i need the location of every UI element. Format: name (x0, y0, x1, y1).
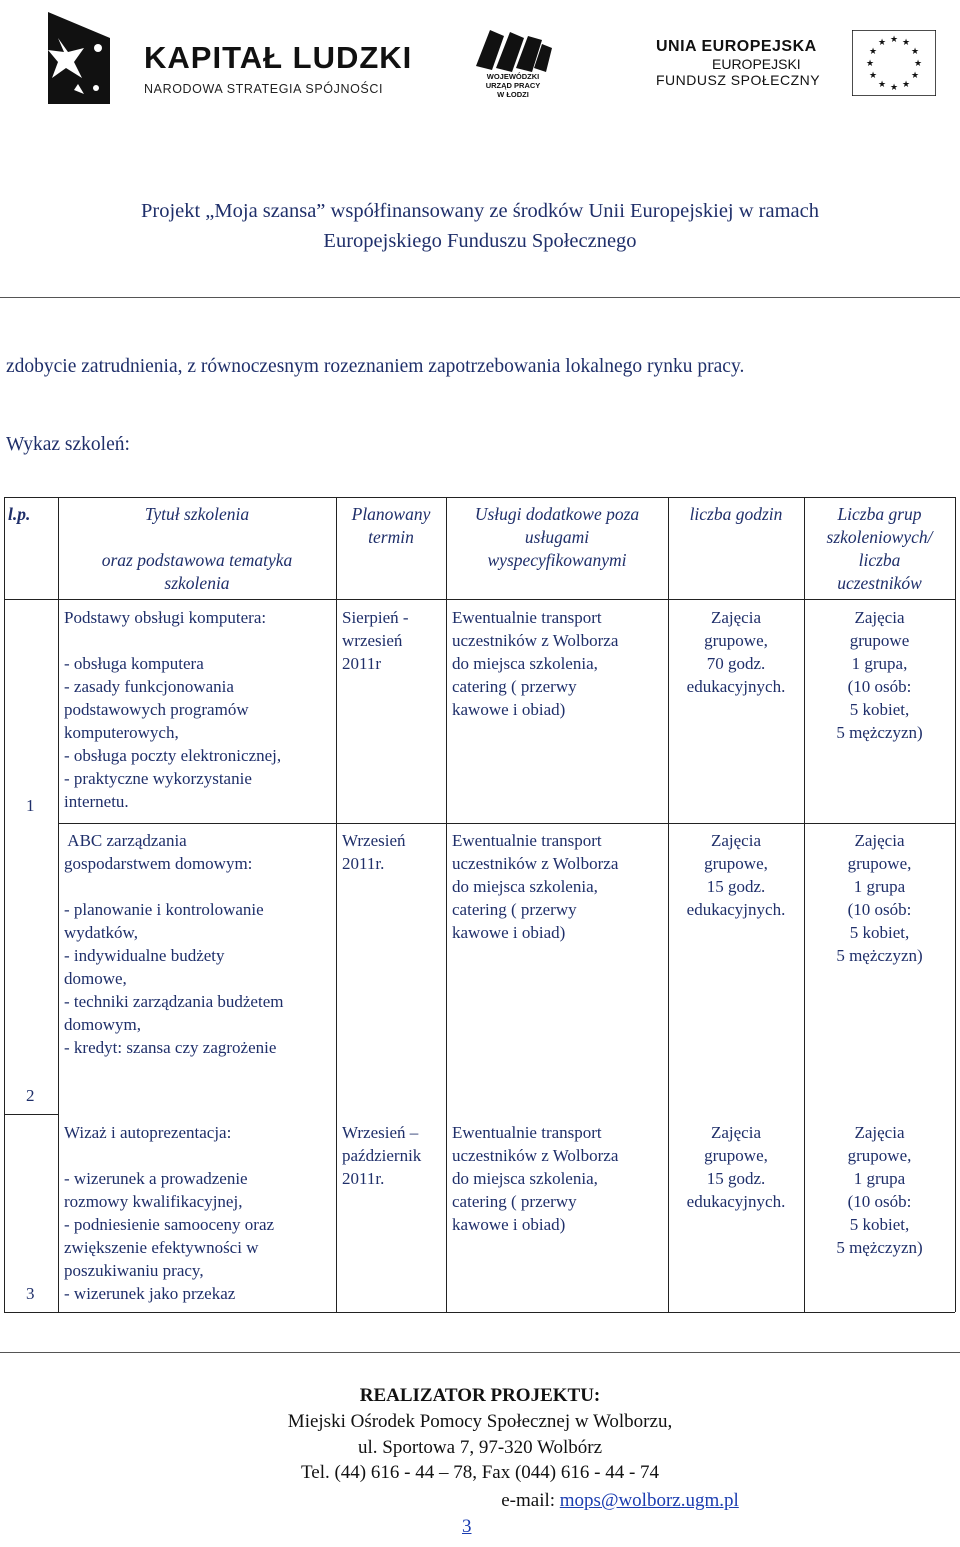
table-row-3-services (452, 1121, 666, 1236)
services-line: do miejsca szkolenia, (452, 877, 598, 896)
groups-line: 1 grupa (853, 1169, 906, 1188)
groups-line: 5 mężczyzn) (836, 946, 923, 965)
groups-line: Zajęcia (854, 608, 905, 627)
term-line: październik (342, 1146, 422, 1165)
training-topic: - obsługa poczty elektronicznej, (64, 746, 282, 765)
hours-line: 15 godz. (706, 877, 766, 896)
services-line: uczestników z Wolborza (452, 1146, 619, 1165)
row-number: 2 (26, 1086, 35, 1105)
kapital-ludzki-subtitle: NARODOWA STRATEGIA SPÓJNOŚCI (144, 82, 384, 96)
training-topic: - techniki zarządzania budżetem (64, 992, 284, 1011)
training-topic: - indywidualne budżety (64, 946, 225, 965)
header-divider (0, 297, 960, 298)
header-services (448, 503, 666, 572)
svg-text:★: ★ (910, 71, 920, 81)
header-title (62, 503, 332, 595)
table-header-divider (4, 599, 955, 600)
wup-line-1: WOJEWÓDZKI (486, 72, 540, 81)
groups-line: grupowe, (847, 854, 912, 873)
wup-emblem-icon (470, 26, 556, 72)
training-topic: - planowanie i kontrolowanie (64, 900, 264, 919)
project-title-line-2: Europejskiego Funduszu Społecznego (323, 230, 637, 252)
header-title-line-1: Tytuł szkolenia (144, 504, 250, 524)
svg-text:★: ★ (901, 80, 911, 90)
training-topic: - podniesienie samooceny oraz (64, 1215, 275, 1234)
table-row-1-title (64, 606, 334, 813)
hours-line: grupowe, (704, 1146, 768, 1165)
training-topic: - kredyt: szansa czy zagrożenie (64, 1038, 277, 1057)
groups-line: grupowe (849, 631, 910, 650)
training-topic: - praktyczne wykorzystanie (64, 769, 252, 788)
training-topic: - obsługa komputera (64, 654, 204, 673)
project-title-line-1: Projekt „Moja szansa” współfinansowany ze środków Unii Europejskiej w ramach (140, 200, 820, 222)
groups-line: Zajęcia (854, 1123, 905, 1142)
groups-line: (10 osób: (847, 677, 912, 696)
hours-line: grupowe, (704, 854, 768, 873)
footer-email-label: e-mail: (501, 1490, 560, 1511)
table-row-divider (58, 823, 955, 824)
svg-text:★: ★ (865, 59, 875, 69)
hours-line: edukacyjnych. (686, 1192, 786, 1211)
table-row-3-hours (670, 1121, 802, 1213)
header-title-line-3: szkolenia (164, 573, 230, 593)
training-topic: rozmowy kwalifikacyjnej, (64, 1192, 243, 1211)
hours-line: grupowe, (704, 631, 768, 650)
eu-flag-icon (852, 30, 936, 96)
header-hours: liczba godzin (689, 504, 783, 524)
svg-text:★: ★ (868, 47, 878, 57)
services-line: do miejsca szkolenia, (452, 654, 598, 673)
term-line: Wrzesień – (342, 1123, 419, 1142)
table-row-2-services (452, 829, 666, 944)
header-groups-line: uczestników (837, 573, 922, 593)
services-line: Ewentualnie transport (452, 831, 602, 850)
table-row-1-term (342, 606, 444, 675)
footer-organization: Miejski Ośrodek Pomocy Społecznej w Wolborzu, (287, 1411, 673, 1432)
term-line: 2011r. (342, 854, 385, 873)
table-border-right (955, 497, 956, 1312)
svg-text:★: ★ (913, 59, 923, 69)
hours-line: edukacyjnych. (686, 677, 786, 696)
services-line: kawowe i obiad) (452, 923, 566, 942)
eu-logo-line-2: EUROPEJSKI (712, 56, 801, 72)
header-groups (806, 503, 953, 595)
kapital-ludzki-emblem-icon (38, 8, 138, 108)
eu-logo-line-3: FUNDUSZ SPOŁECZNY (656, 72, 821, 88)
services-line: catering ( przerwy (452, 1192, 577, 1211)
training-topic: zwiększenie efektywności w (64, 1238, 259, 1257)
svg-text:★: ★ (889, 83, 899, 93)
training-topic: - wizerunek a prowadzenie (64, 1169, 248, 1188)
table-column-divider (804, 497, 805, 1312)
table-column-divider (336, 497, 337, 1312)
term-line: Wrzesień (342, 831, 406, 850)
groups-line: 5 kobiet, (849, 923, 910, 942)
header-term-line: termin (368, 527, 414, 547)
training-topic: - wizerunek jako przekaz (64, 1284, 236, 1303)
services-line: Ewentualnie transport (452, 608, 602, 627)
table-border-bottom (4, 1312, 955, 1313)
hours-line: edukacyjnych. (686, 900, 786, 919)
svg-text:★: ★ (889, 35, 899, 45)
wup-logo (470, 26, 556, 106)
hours-line: Zajęcia (710, 1123, 761, 1142)
groups-line: 1 grupa, (851, 654, 908, 673)
header-groups-line: liczba (858, 550, 901, 570)
header-lp: l.p. (8, 504, 31, 524)
footer-address: ul. Sportowa 7, 97-320 Wolbórz (357, 1437, 603, 1458)
groups-line: 5 mężczyzn) (836, 723, 923, 742)
training-topic: wydatków, (64, 923, 138, 942)
training-title: Podstawy obsługi komputera: (64, 608, 267, 627)
services-line: Ewentualnie transport (452, 1123, 602, 1142)
services-line: do miejsca szkolenia, (452, 1169, 598, 1188)
training-topic: komputerowych, (64, 723, 179, 742)
table-row-2-groups (806, 829, 953, 967)
groups-line: 5 kobiet, (849, 700, 910, 719)
header-services-line: Usługi dodatkowe poza (474, 504, 640, 524)
eu-logo (656, 30, 936, 110)
training-title: ABC zarządzania (64, 831, 187, 850)
groups-line: grupowe, (847, 1146, 912, 1165)
page-number: 3 (462, 1516, 472, 1537)
services-line: kawowe i obiad) (452, 1215, 566, 1234)
training-topic: domowe, (64, 969, 127, 988)
services-line: catering ( przerwy (452, 900, 577, 919)
training-topic: poszukiwaniu pracy, (64, 1261, 204, 1280)
table-border-left (4, 497, 5, 1312)
footer-divider (0, 1352, 960, 1353)
groups-line: 1 grupa (853, 877, 906, 896)
training-title: Wizaż i autoprezentacja: (64, 1123, 232, 1142)
svg-text:★: ★ (910, 47, 920, 57)
table-column-divider (58, 497, 59, 1312)
hours-line: Zajęcia (710, 608, 761, 627)
wup-line-3: W ŁODZI (497, 90, 529, 99)
training-topic: - zasady funkcjonowania (64, 677, 234, 696)
groups-line: (10 osób: (847, 900, 912, 919)
header-groups-line: Liczba grup (837, 504, 922, 524)
table-row-2-title (64, 829, 334, 1059)
header-services-line: usługami (524, 527, 590, 547)
groups-line: 5 kobiet, (849, 1215, 910, 1234)
training-title: gospodarstwem domowym: (64, 854, 253, 873)
term-line: wrzesień (342, 631, 403, 650)
row-number: 1 (26, 796, 35, 815)
svg-text:★: ★ (877, 38, 887, 48)
footer-title: REALIZATOR PROJEKTU: (359, 1385, 601, 1406)
table-column-divider (446, 497, 447, 1312)
header-title-line-2: oraz podstawowa tematyka (101, 550, 293, 570)
table-row-1-hours (670, 606, 802, 698)
table-row-3-term (342, 1121, 444, 1190)
groups-line: (10 osób: (847, 1192, 912, 1211)
svg-text:★: ★ (877, 80, 887, 90)
term-line: 2011r. (342, 1169, 385, 1188)
intro-text: zdobycie zatrudnienia, z równoczesnym rozeznaniem zapotrzebowania lokalnego rynku pracy. (6, 356, 745, 377)
footer-email-row (140, 1488, 960, 1513)
header-services-line: wyspecyfikowanymi (487, 550, 627, 570)
table-row-1-groups (806, 606, 953, 744)
kapital-ludzki-title: KAPITAŁ LUDZKI (144, 40, 413, 75)
header-term (338, 503, 444, 549)
header-term-line: Planowany (351, 504, 431, 524)
table-row-2-hours (670, 829, 802, 921)
table-row-3-title (64, 1121, 334, 1305)
kapital-ludzki-logo (38, 8, 418, 108)
svg-text:★: ★ (868, 71, 878, 81)
wup-text (470, 72, 556, 99)
table-row-1-services (452, 606, 666, 721)
svg-text:★: ★ (901, 38, 911, 48)
row-number: 3 (26, 1284, 35, 1303)
training-topic: internetu. (64, 792, 129, 811)
wup-line-2: URZĄD PRACY (485, 81, 541, 90)
eu-logo-line-1: UNIA EUROPEJSKA (656, 38, 817, 55)
services-line: kawowe i obiad) (452, 700, 566, 719)
term-line: Sierpień - (342, 608, 409, 627)
hours-line: Zajęcia (710, 831, 761, 850)
hours-line: 15 godz. (706, 1169, 766, 1188)
training-topic: podstawowych programów (64, 700, 249, 719)
term-line: 2011r (342, 654, 382, 673)
table-row-divider (4, 1114, 58, 1115)
footer-email-link[interactable]: mops@wolborz.ugm.pl (559, 1490, 739, 1511)
table-column-divider (668, 497, 669, 1312)
footer-phone: Tel. (44) 616 - 44 – 78, Fax (044) 616 - 44 - 74 (300, 1462, 660, 1483)
table-row-3-groups (806, 1121, 953, 1259)
table-border-top (4, 497, 955, 498)
groups-line: 5 mężczyzn) (836, 1238, 923, 1257)
table-row-2-term (342, 829, 444, 875)
header-groups-line: szkoleniowych/ (826, 527, 933, 547)
services-line: uczestników z Wolborza (452, 631, 619, 650)
training-list-label: Wykaz szkoleń: (6, 434, 130, 455)
hours-line: 70 godz. (706, 654, 766, 673)
services-line: uczestników z Wolborza (452, 854, 619, 873)
services-line: catering ( przerwy (452, 677, 577, 696)
training-topic: domowym, (64, 1015, 141, 1034)
groups-line: Zajęcia (854, 831, 905, 850)
